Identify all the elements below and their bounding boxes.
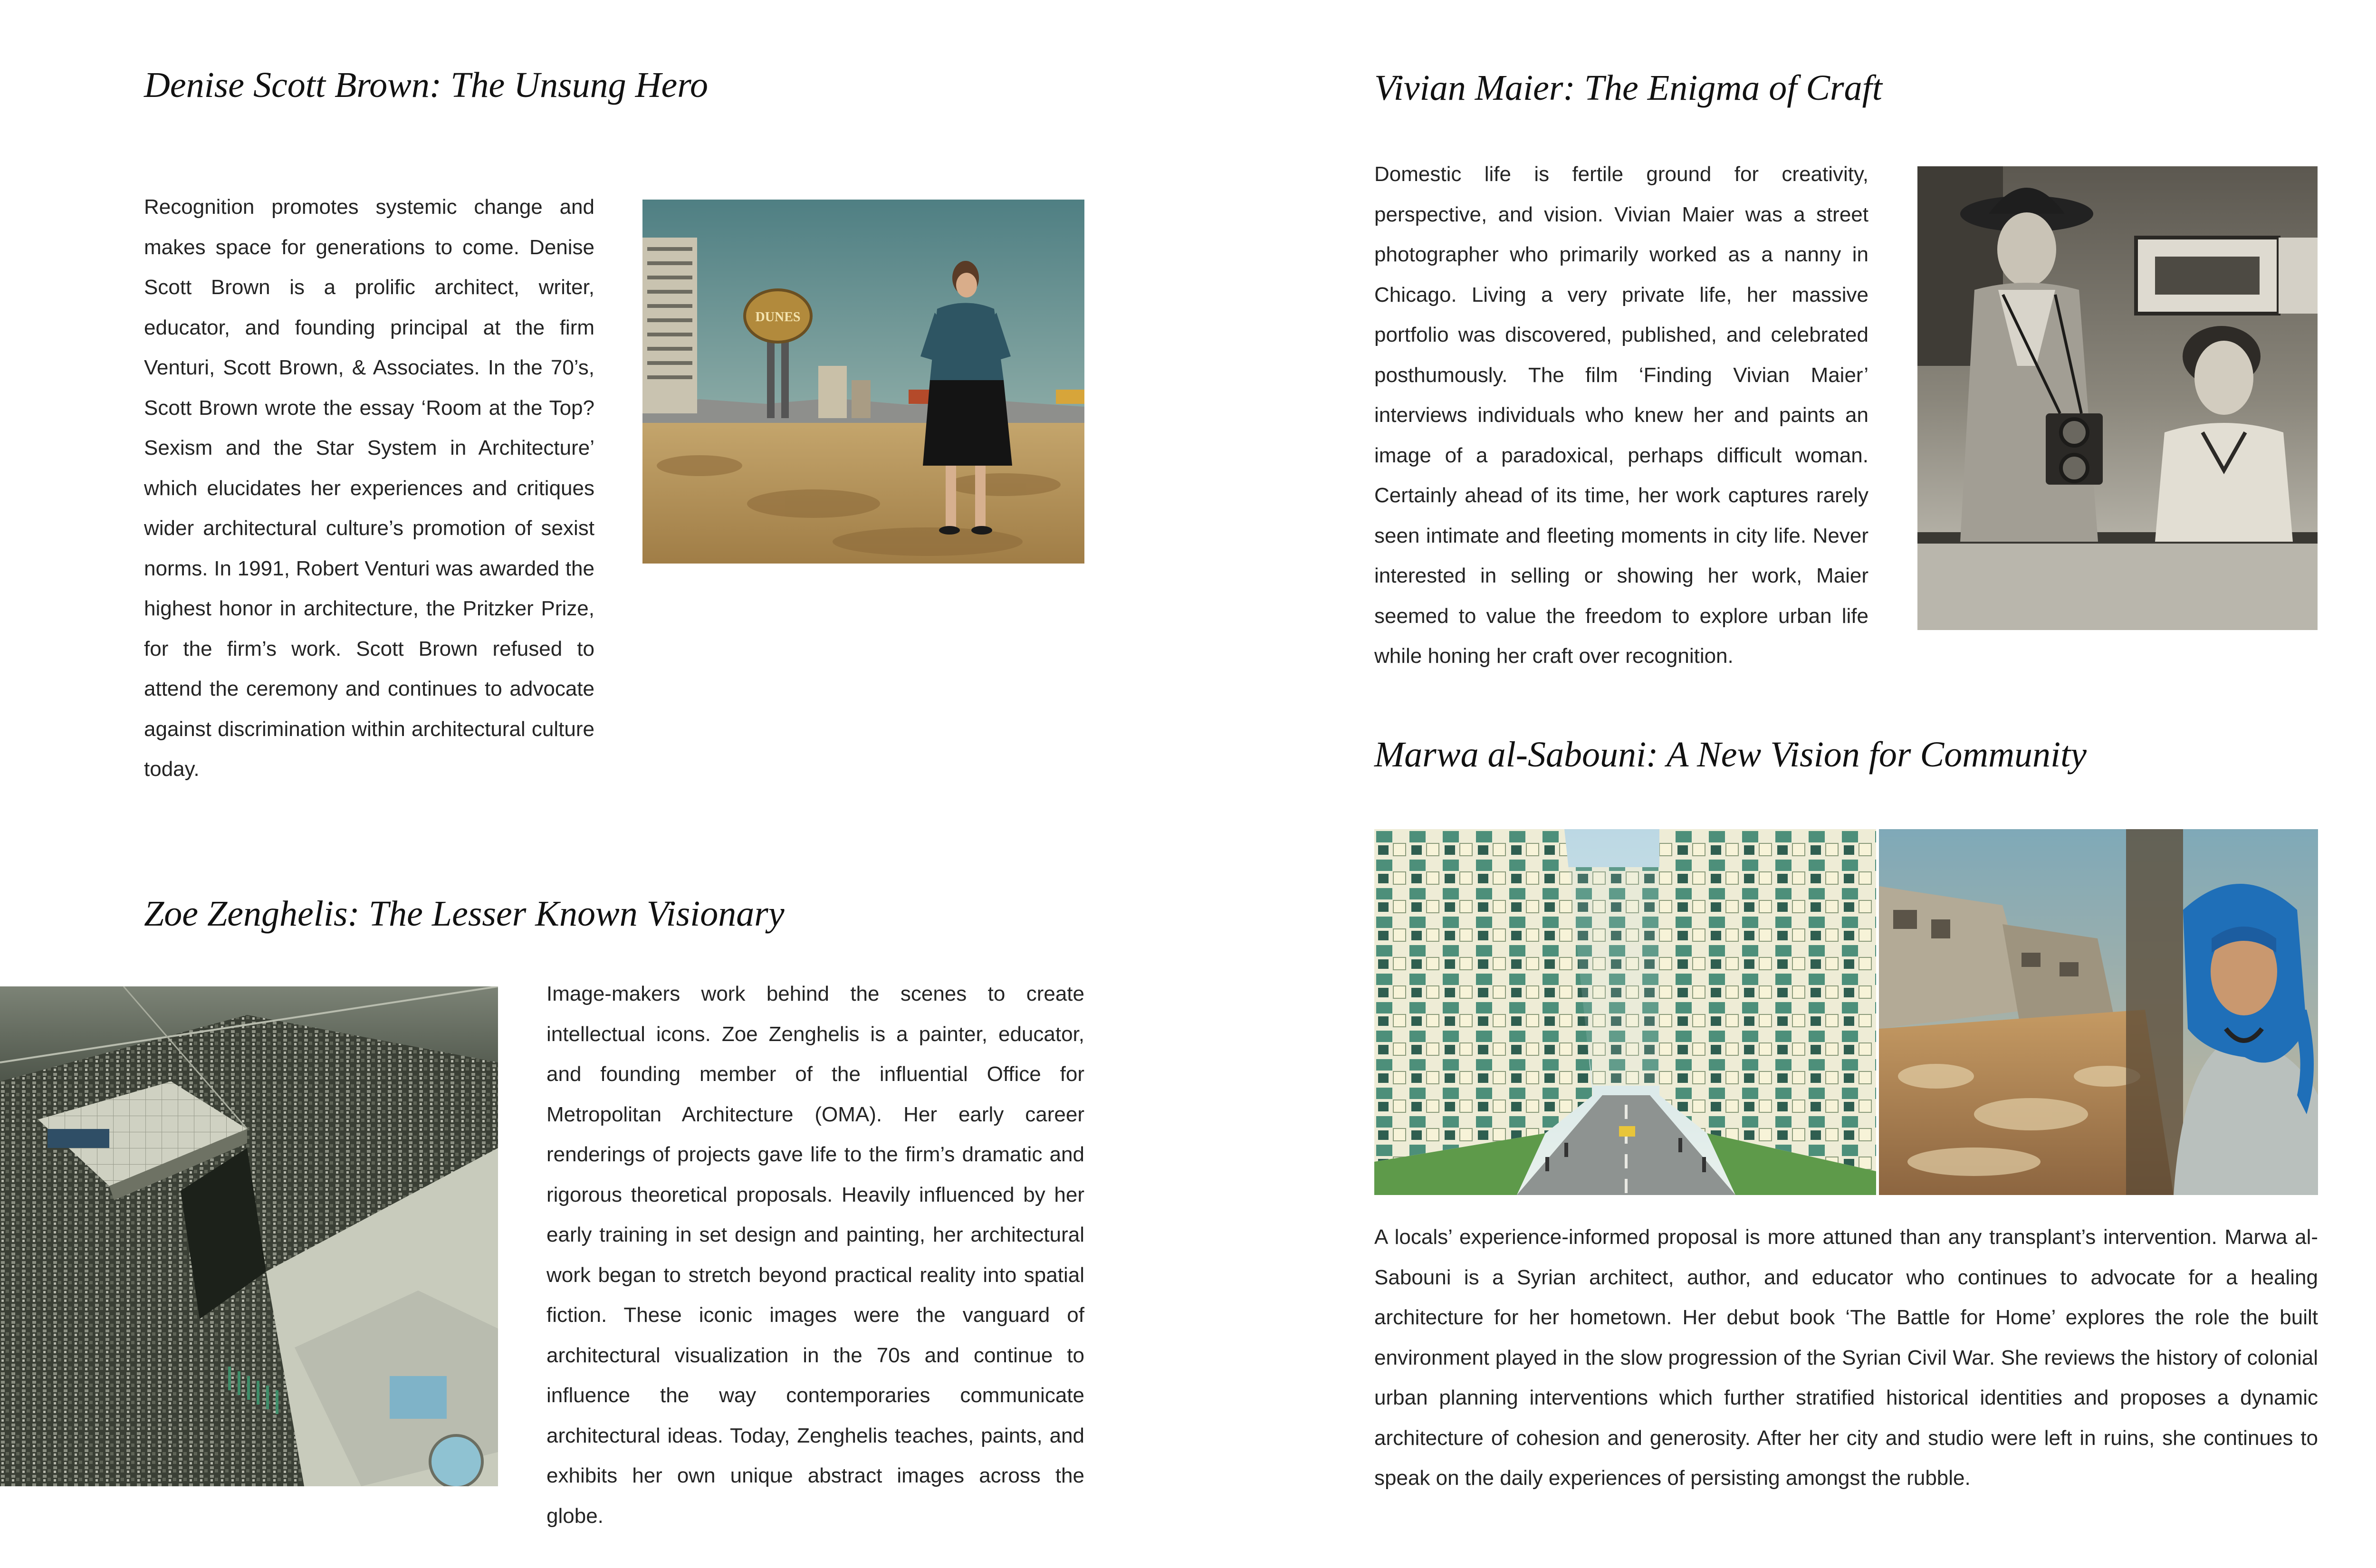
marwa-portrait: [1879, 829, 2318, 1195]
denise-body: Recognition promotes systemic change and makes space for generations to come. Denise Scott Brown is a prolific architect, writer, educator, and founding principal at the firm Venturi, Scott Brown, & Associates. In the 70’s, Scott Brown wrote the essay ‘Room at the Top? Sexism and the Star System in Architecture’ which elucidates her experiences and critiques wider architectural culture’s promotion of sexist norms. In 1991, Robert Venturi was awarded the highest honor in architecture, the Pritzker Prize, for the firm’s work. Scott Brown refused to attend the ceremony and continues to advocate against discrimination within architectural culture today.: [144, 195, 594, 781]
vivian-photo: [1917, 166, 2318, 630]
zoe-painting: [0, 986, 498, 1486]
zoe-body: Image-makers work behind the scenes to create intellectual icons. Zoe Zenghelis is a painter, educator, and founding member of the influential Office for Metropolitan Architecture (OMA). Her early career renderings of projects gave life to the firm’s dramatic and rigorous theoretical proposals. Heavily influenced by her early training in set design and painting, her architectural work began to stretch beyond practical reality into spatial fiction. These iconic images were the vanguard of architectural visualization in the 70s and continue to influence the way contemporaries communicate architectural ideas. Today, Zenghelis teaches, paints, and exhibits her own unique abstract images across the globe.: [546, 982, 1084, 1528]
marwa-body: A locals’ experience-informed proposal is more attuned than any transplant’s intervention. Marwa al-Sabouni is a Syrian architect, author, and educator who continues to advocate for a healing architecture for her hometown. Her debut book ‘The Battle for Home’ explores the role the built environment played in the slow progression of the Syrian Civil War. She reviews the history of colonial urban planning interventions which further stratified historical identities and proposes a dynamic architecture of cohesion and generosity. After her city and studio were left in ruins, she continues to speak on the daily experiences of persisting amongst the rubble.: [1374, 1225, 2318, 1490]
marwa-rendering: [1374, 829, 1876, 1195]
zoe-title: Zoe Zenghelis: The Lesser Known Visionary: [144, 894, 785, 934]
denise-title: Denise Scott Brown: The Unsung Hero: [144, 65, 709, 105]
vivian-title: Vivian Maier: The Enigma of Craft: [1374, 68, 1882, 108]
denise-photo: [642, 200, 1084, 564]
dunes-sign-text: DUNES: [755, 310, 801, 325]
vivian-body: Domestic life is fertile ground for creativity, perspective, and vision. Vivian Maier was a street photographer who primarily worked as a nanny in Chicago. Living a very private life, her massive portfolio was discovered, published, and celebrated posthumously. The film ‘Finding Vivian Maier’ interviews individuals who knew her and paints an image of a paradoxical, perhaps difficult woman. Certainly ahead of its time, her work captures rarely seen intimate and fleeting moments in city life. Never interested in selling or showing her work, Maier seemed to value the freedom to explore urban life while honing her craft over recognition.: [1374, 163, 1868, 668]
marwa-title: Marwa al-Sabouni: A New Vision for Community: [1374, 735, 2087, 774]
